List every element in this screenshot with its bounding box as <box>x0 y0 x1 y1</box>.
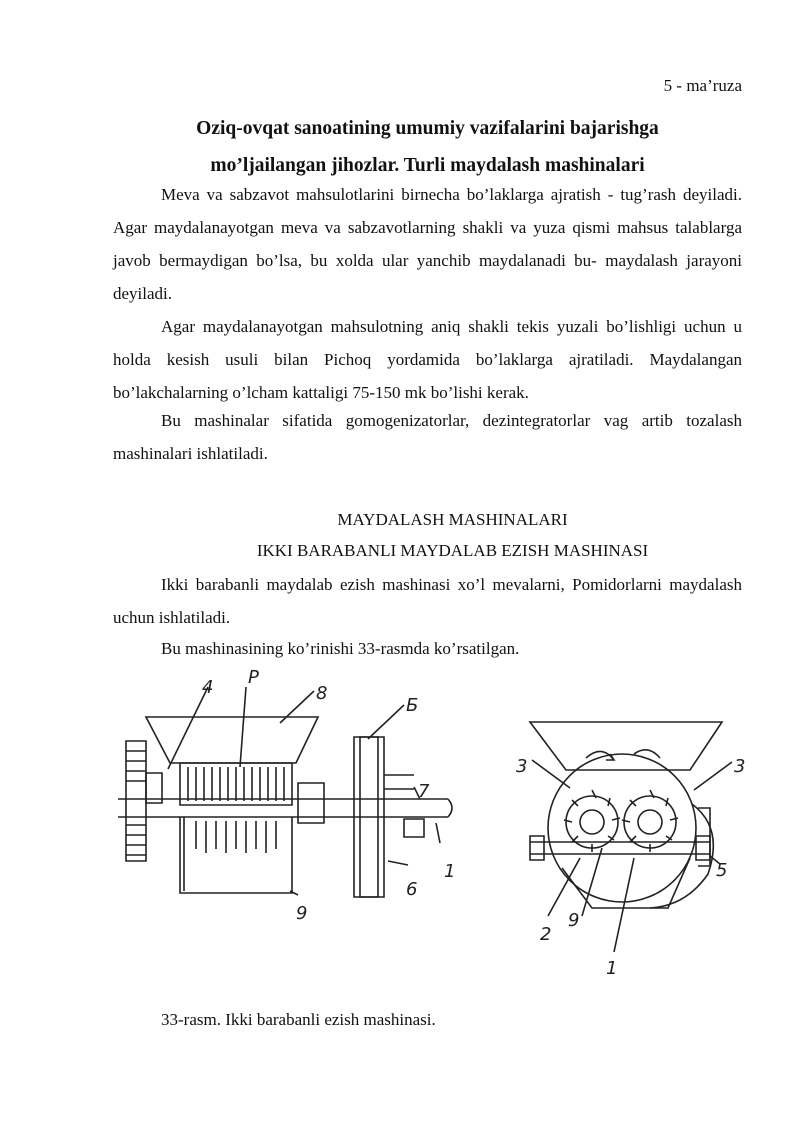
section-heading: MAYDALASH MASHINALARI <box>337 510 568 529</box>
paragraph-3: Bu mashinalar sifatida gomogenizatorlar, dezintegratorlar vag artib tozalash mashinalari ishlatiladi. <box>113 411 742 463</box>
section-subheading: IKKI BARABANLI MAYDALAB EZISH MASHINASI <box>256 541 649 560</box>
left-label-8: 8 <box>316 683 328 704</box>
paragraph-1: Meva va sabzavot mahsulotlarini birnecha bo’laklarga ajratish - tug’rash deyiladi. Agar maydalanayotgan meva va sabzavotlarning shakli va yuza qismi mahsus talablarga javob bermaydigan bo’lsa, bu xolda ular yanchib maydalanadi bu- maydalash jarayoni deyiladi. <box>113 185 742 303</box>
left-label-b: Б <box>406 695 419 716</box>
right-label-3b: 3 <box>734 756 746 777</box>
section-paragraph-1: Ikki barabanli maydalab ezish mashinasi xo’l mevalarni, Pomidorlarni maydalash uchun ishlatiladi. <box>113 575 742 627</box>
section-paragraph-2: Bu mashinasining ko’rinishi 33-rasmda ko’rsatilgan. <box>161 639 520 658</box>
title-line-2: mo’ljailangan jihozlar. Turli maydalash mashinalari <box>210 155 645 176</box>
left-label-7: 7 <box>418 781 430 802</box>
figure-left-machine-side-view <box>118 665 463 925</box>
right-label-5: 5 <box>716 860 728 881</box>
left-label-4: 4 <box>202 677 214 698</box>
paragraph-2: Agar maydalanayotgan mahsulotning aniq shakli tekis yuzali bo’lishligi uchun u holda kesish usuli bilan Pichoq yordamida bo’laklarga ajratiladi. Maydalangan bo’lakchalarning o’lcham kattaligi 75-150 mk bo’lishi kerak. <box>113 317 742 402</box>
figure-caption: 33-rasm. Ikki barabanli ezish mashinasi. <box>161 1010 436 1029</box>
figure-right-cross-section <box>510 708 760 978</box>
right-label-1: 1 <box>606 958 618 978</box>
lecture-number: 5 - ma’ruza <box>663 76 742 95</box>
left-label-9: 9 <box>296 903 308 924</box>
right-label-3a: 3 <box>516 756 528 777</box>
left-label-6: 6 <box>406 879 418 900</box>
page-title <box>113 110 742 184</box>
right-label-9: 9 <box>568 910 580 931</box>
right-label-2: 2 <box>540 924 552 945</box>
left-label-p: P <box>248 667 259 688</box>
left-label-1: 1 <box>444 861 456 882</box>
title-line-1: Oziq-ovqat sanoatining umumiy vazifalarini bajarishga <box>196 118 659 139</box>
